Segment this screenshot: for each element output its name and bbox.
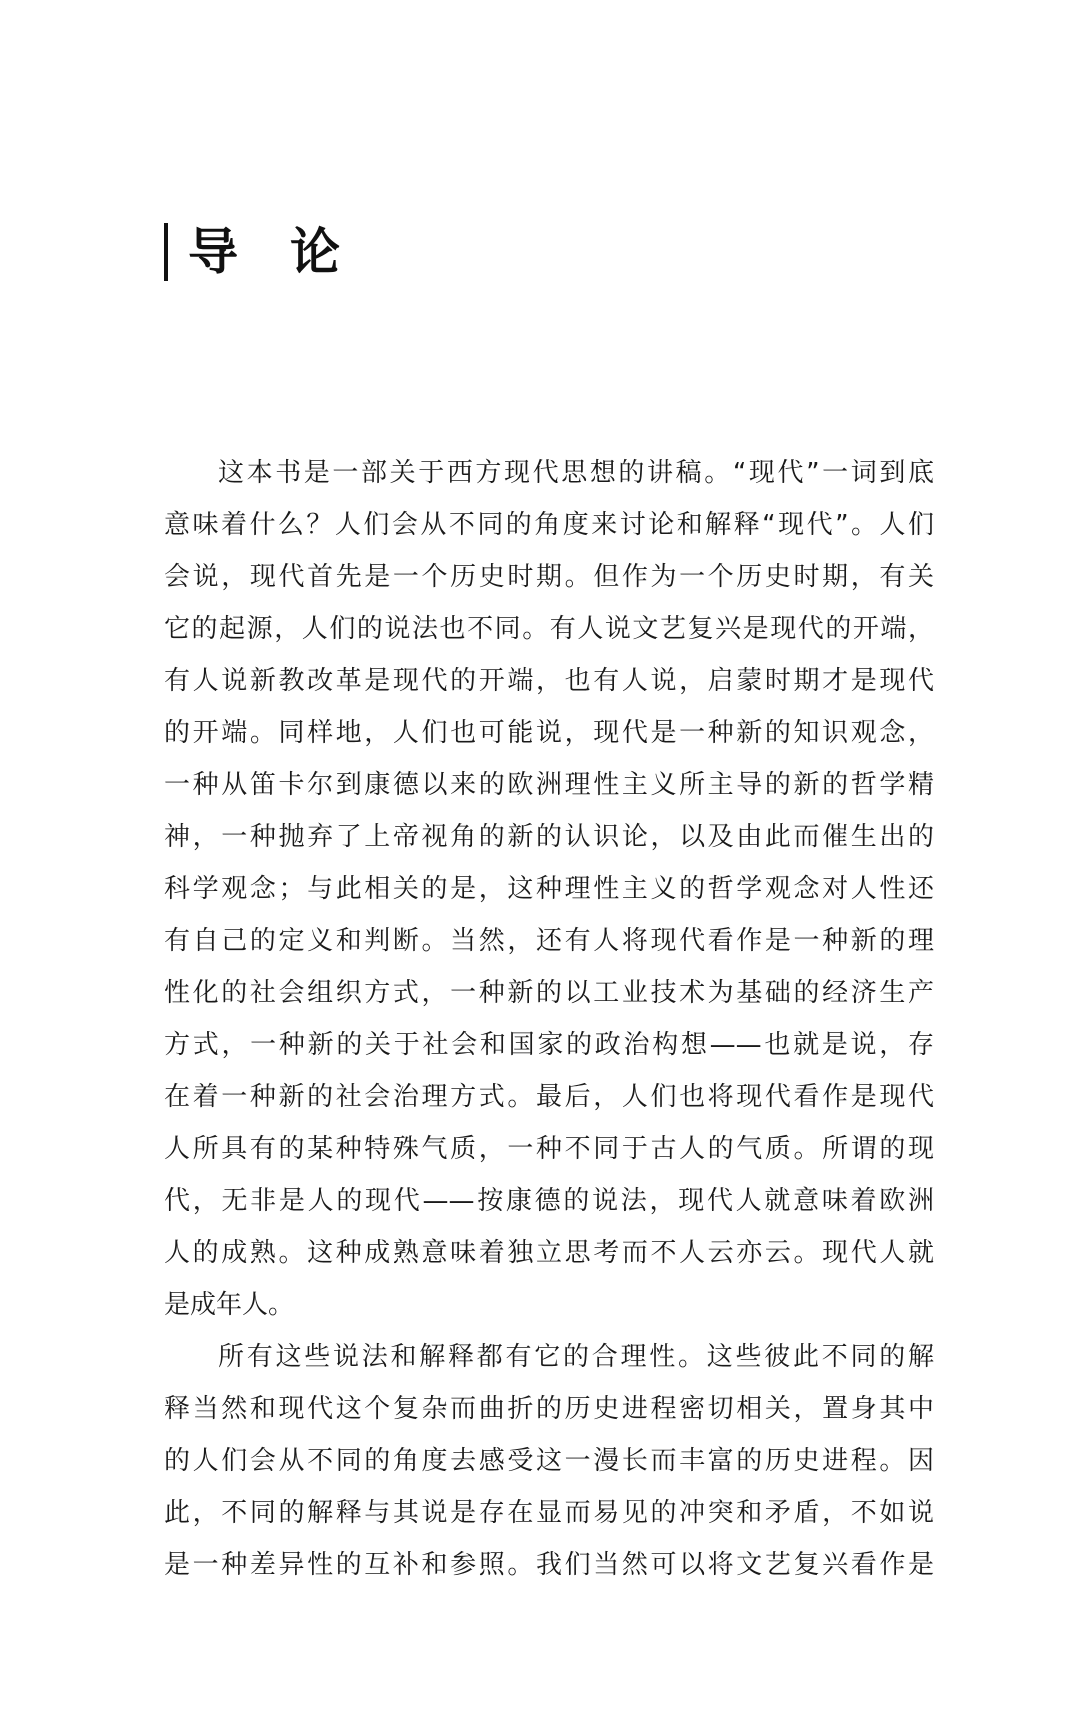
text-line: 神，一种抛弃了上帝视角的新的认识论，以及由此而催生出的 (164, 822, 934, 852)
text-line: 性化的社会组织方式，一种新的以工业技术为基础的经济生产 (164, 978, 934, 1008)
text-line: 是成年人。 (164, 1290, 295, 1320)
text-line: 此，不同的解释与其说是存在显而易见的冲突和矛盾，不如说 (164, 1498, 934, 1528)
text-line: 释当然和现代这个复杂而曲折的历史进程密切相关，置身其中 (164, 1394, 934, 1424)
text-line: 人的成熟。这种成熟意味着独立思考而不人云亦云。现代人就 (164, 1238, 934, 1268)
text-line: 这本书是一部关于西方现代思想的讲稿。“现代”一词到底 (218, 458, 934, 488)
text-line: 有自己的定义和判断。当然，还有人将现代看作是一种新的理 (164, 926, 934, 956)
body-text (164, 447, 934, 1591)
text-line: 在着一种新的社会治理方式。最后，人们也将现代看作是现代 (164, 1082, 934, 1112)
text-line: 会说，现代首先是一个历史时期。但作为一个历史时期，有关 (164, 562, 934, 592)
text-line: 意味着什么？人们会从不同的角度来讨论和解释“现代”。人们 (164, 510, 934, 540)
chapter-title: 导论 (188, 223, 392, 281)
text-line: 它的起源，人们的说法也不同。有人说文艺复兴是现代的开端， (164, 614, 934, 644)
text-line: 人所具有的某种特殊气质，一种不同于古人的气质。所谓的现 (164, 1134, 934, 1164)
text-line: 有人说新教改革是现代的开端，也有人说，启蒙时期才是现代 (164, 666, 934, 696)
text-line: 是一种差异性的互补和参照。我们当然可以将文艺复兴看作是 (164, 1550, 934, 1580)
text-line: 所有这些说法和解释都有它的合理性。这些彼此不同的解 (218, 1342, 934, 1372)
text-line: 的人们会从不同的角度去感受这一漫长而丰富的历史进程。因 (164, 1446, 934, 1476)
chapter-heading (164, 218, 392, 286)
text-line: 一种从笛卡尔到康德以来的欧洲理性主义所主导的新的哲学精 (164, 770, 934, 800)
text-line: 的开端。同样地，人们也可能说，现代是一种新的知识观念， (164, 718, 934, 748)
text-line: 科学观念；与此相关的是，这种理性主义的哲学观念对人性还 (164, 874, 934, 904)
text-line: 代，无非是人的现代——按康德的说法，现代人就意味着欧洲 (164, 1186, 934, 1216)
heading-bar (164, 223, 168, 281)
text-line: 方式，一种新的关于社会和国家的政治构想——也就是说，存 (164, 1030, 934, 1060)
